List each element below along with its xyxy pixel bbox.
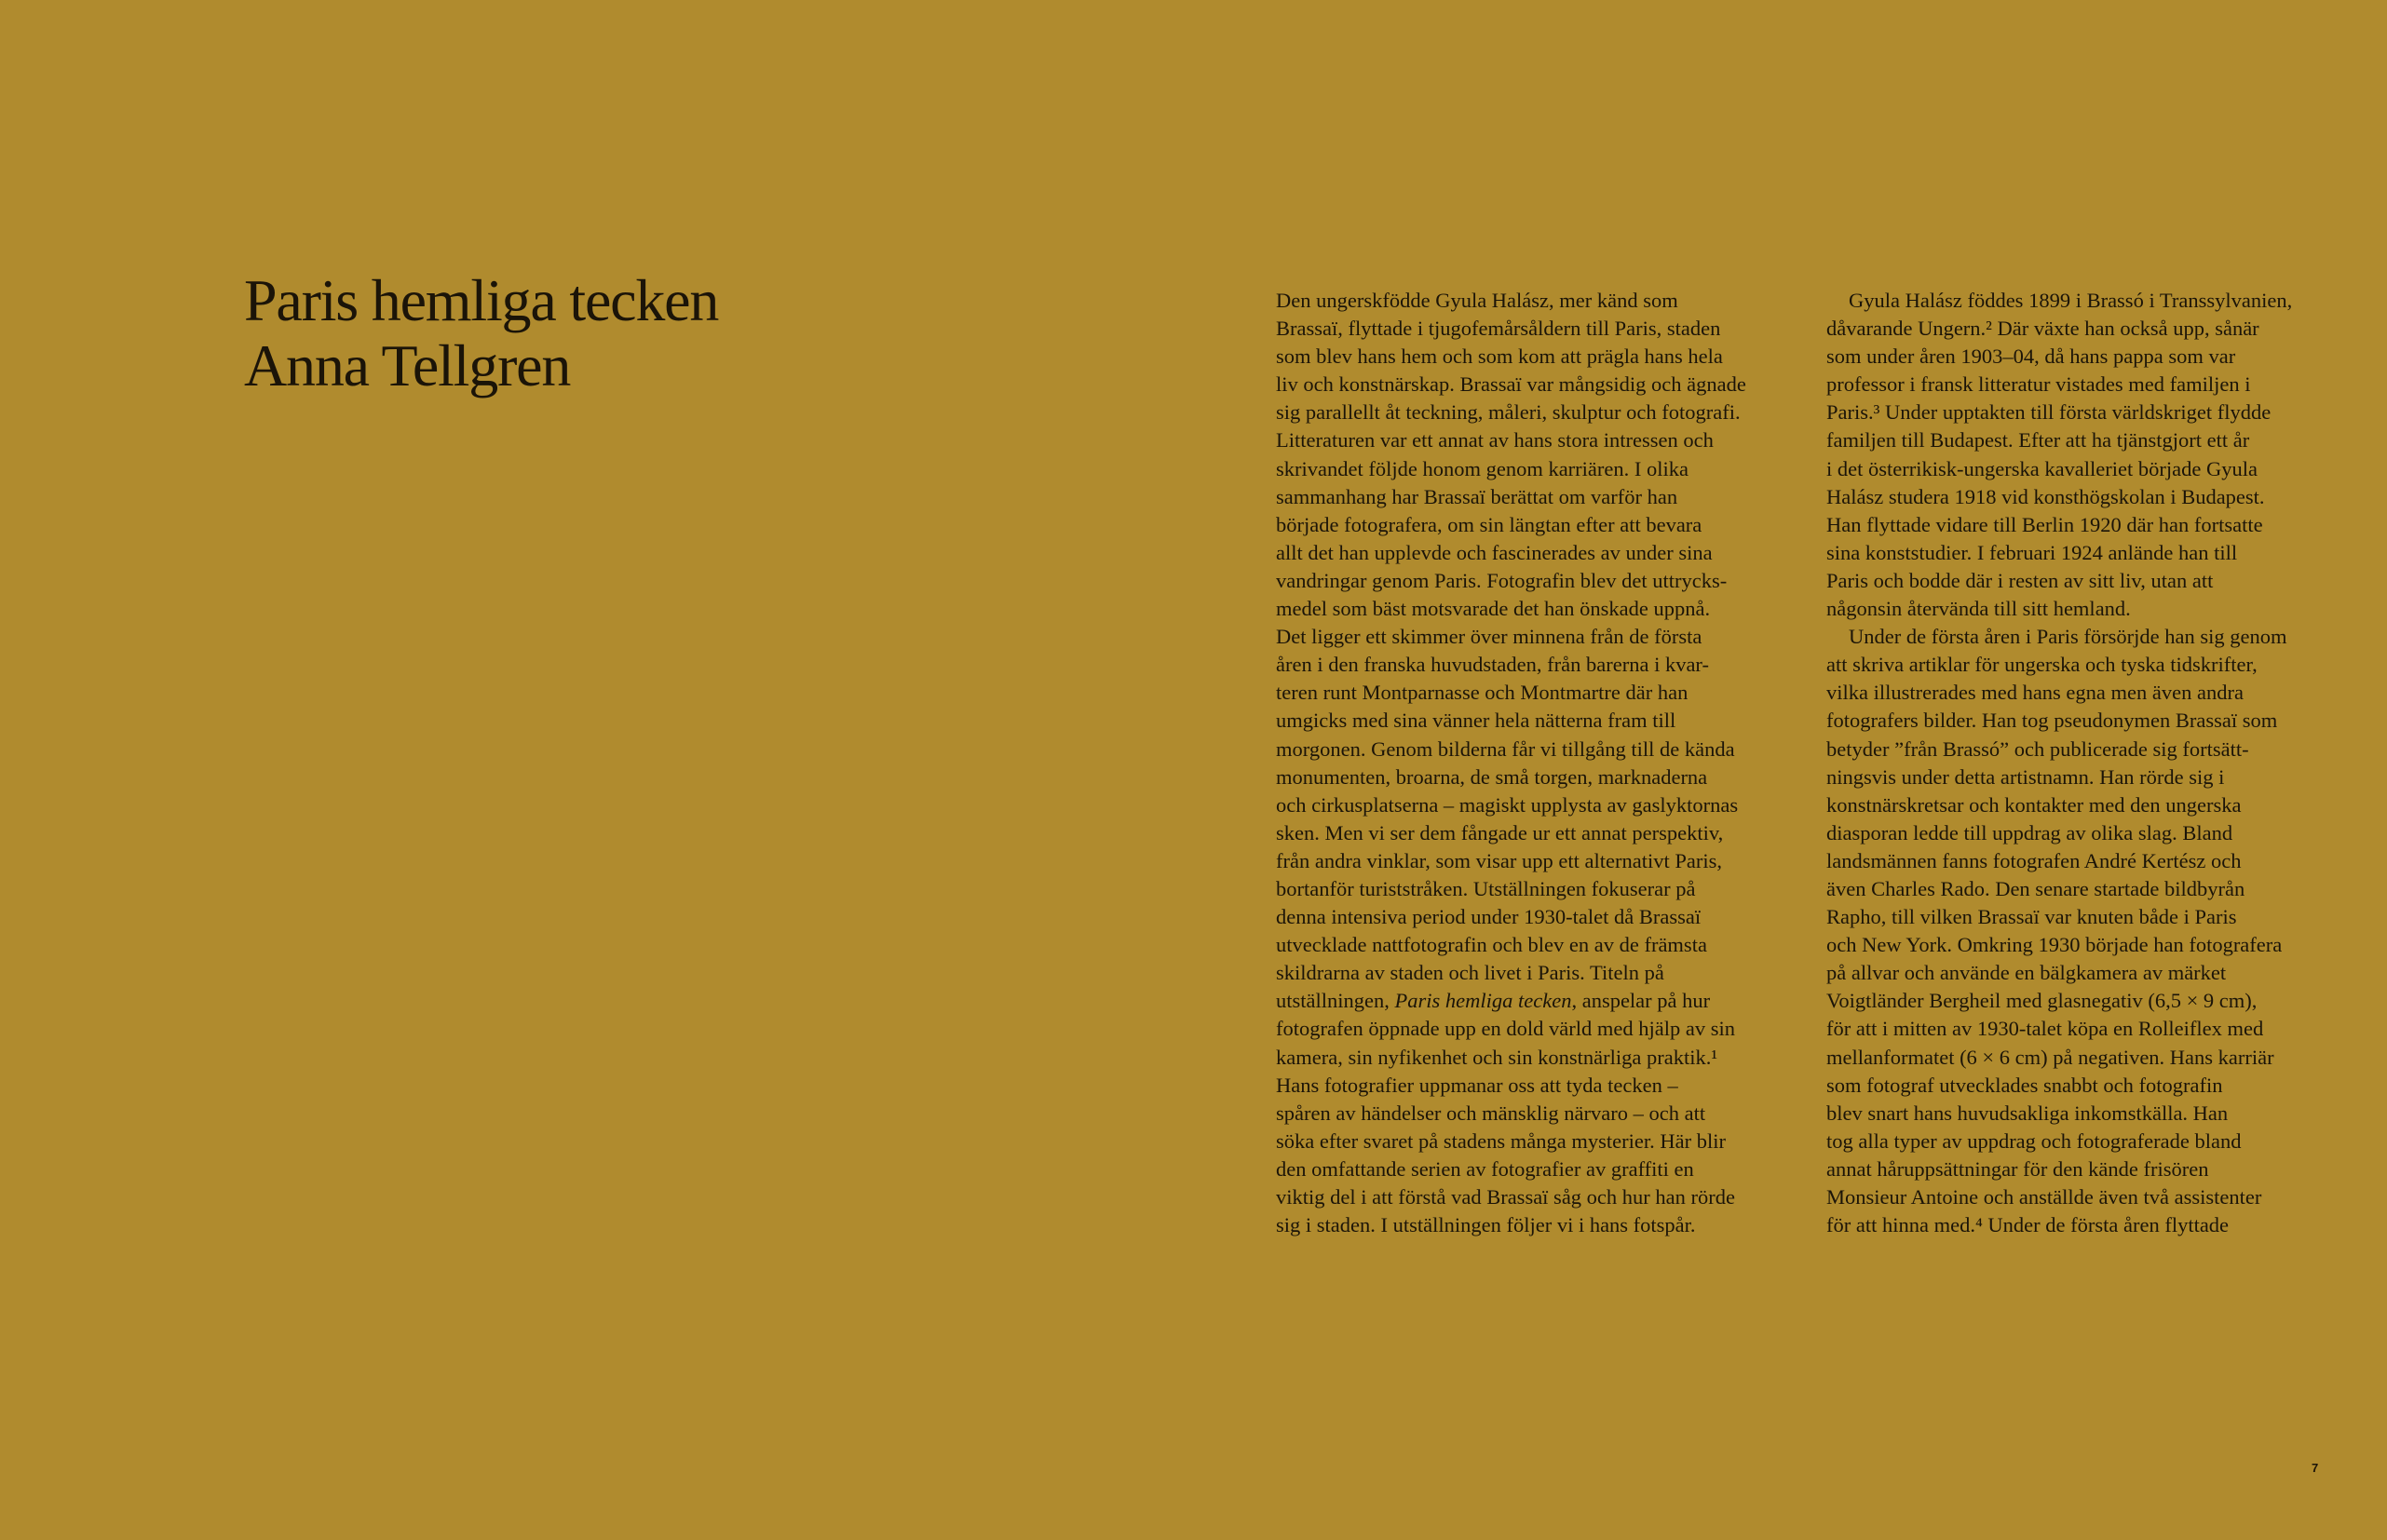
- text-line: landsmännen fanns fotografen André Kertész och: [1826, 848, 2242, 872]
- text-line: åren i den franska huvudstaden, från barerna i kvar-: [1276, 653, 1709, 677]
- text-line: Rapho, till vilken Brassaï var knuten både i Paris: [1826, 905, 2237, 929]
- text-line: Halász studera 1918 vid konsthögskolan i Budapest.: [1826, 484, 2265, 508]
- text-line: i det österrikisk-ungerska kavalleriet började Gyula: [1826, 456, 2258, 480]
- text-line: Brassaï, flyttade i tjugofemårsåldern till Paris, staden: [1276, 317, 1721, 341]
- text-line: för att hinna med.⁴ Under de första åren flyttade: [1826, 1213, 2230, 1237]
- text-line: från andra vinklar, som visar upp ett alternativt Paris,: [1276, 848, 1722, 872]
- text-line: viktig del i att förstå vad Brassaï såg och hur han rörde: [1276, 1185, 1735, 1209]
- text-line: och cirkusplatserna – magiskt upplysta av gaslyktornas: [1276, 792, 1739, 817]
- text-line: bortanför turiststråken. Utställningen fokuserar på: [1276, 876, 1696, 900]
- text-line: även Charles Rado. Den senare startade bildbyrån: [1826, 876, 2245, 900]
- author-name: Anna Tellgren: [244, 332, 571, 399]
- page-title: Paris hemliga tecken: [244, 267, 719, 333]
- exhibition-title-italic: Paris hemliga tecken: [1394, 989, 1572, 1013]
- text-line: annat håruppsättningar för den kände frisören: [1826, 1156, 2209, 1181]
- text-line: söka efter svaret på stadens många mysterier. Här blir: [1276, 1128, 1726, 1153]
- text-line: liv och konstnärskap. Brassaï var mångsidig och ägnade: [1276, 372, 1746, 397]
- text-column-right: [1826, 287, 2329, 1239]
- text-line: blev snart hans huvudsakliga inkomstkälla. Han: [1826, 1101, 2229, 1125]
- text-line: denna intensiva period under 1930-talet då Brassaï: [1276, 905, 1702, 929]
- text-line: någonsin återvända till sitt hemland.: [1826, 597, 2131, 621]
- text-line: som under åren 1903–04, då hans pappa som var: [1826, 344, 2236, 369]
- text-line: sig parallellt åt teckning, måleri, skulptur och fotografi.: [1276, 400, 1741, 425]
- text-line: och New York. Omkring 1930 började han fotografera: [1826, 933, 2283, 957]
- text-line: Paris.³ Under upptakten till första världskriget flydde: [1826, 400, 2272, 425]
- text-line: Under de första åren i Paris försörjde han sig genom: [1849, 625, 2287, 649]
- text-line: mellanformatet (6 × 6 cm) på negativen. Hans karriär: [1826, 1045, 2274, 1069]
- text-line: konstnärskretsar och kontakter med den ungerska: [1826, 792, 2242, 817]
- text-line: kamera, sin nyfikenhet och sin konstnärliga praktik.¹: [1276, 1045, 1718, 1069]
- text-line: spåren av händelser och mänsklig närvaro – och att: [1276, 1101, 1706, 1125]
- text-line: tog alla typer av uppdrag och fotograferade bland: [1826, 1128, 2242, 1153]
- text-line: Paris och bodde där i resten av sitt liv, utan att: [1826, 568, 2214, 592]
- text-line: som fotograf utvecklades snabbt och fotografin: [1826, 1073, 2223, 1097]
- text-line: dåvarande Ungern.² Där växte han också upp, sånär: [1826, 317, 2259, 341]
- text-line: ningsvis under detta artistnamn. Han rörde sig i: [1826, 764, 2225, 789]
- text-line: började fotografera, om sin längtan efter att bevara: [1276, 512, 1702, 536]
- text-line: skrivandet följde honom genom karriären. I olika: [1276, 456, 1689, 480]
- heading: [244, 268, 1082, 399]
- text-line: Han flyttade vidare till Berlin 1920 där han fortsatte: [1826, 512, 2263, 536]
- text-line: på allvar och använde en bälgkamera av märket: [1826, 961, 2227, 985]
- text-line: vandringar genom Paris. Fotografin blev det uttrycks-: [1276, 568, 1728, 592]
- text-line: skildrarna av staden och livet i Paris. Titeln på: [1276, 961, 1664, 985]
- text-line: för att i mitten av 1930-talet köpa en Rolleiflex med: [1826, 1017, 2264, 1041]
- text-line: utställningen, Paris hemliga tecken, anspelar på hur: [1276, 989, 1711, 1013]
- text-line: sig i staden. I utställningen följer vi i hans fotspår.: [1276, 1213, 1696, 1237]
- page-number: 7: [2312, 1461, 2319, 1475]
- text-line: som blev hans hem och som kom att prägla hans hela: [1276, 344, 1723, 369]
- text-line: fotografen öppnade upp en dold värld med hjälp av sin: [1276, 1017, 1735, 1041]
- text-line: utvecklade nattfotografin och blev en av de främsta: [1276, 933, 1707, 957]
- text-line: sina konststudier. I februari 1924 anlände han till: [1826, 540, 2238, 564]
- text-line: fotografers bilder. Han tog pseudonymen Brassaï som: [1826, 709, 2278, 733]
- text-line: teren runt Montparnasse och Montmartre där han: [1276, 681, 1689, 705]
- text-line: Monsieur Antoine och anställde även två assistenter: [1826, 1185, 2262, 1209]
- text-line: Hans fotografier uppmanar oss att tyda tecken –: [1276, 1073, 1678, 1097]
- text-line: den omfattande serien av fotografier av graffiti en: [1276, 1156, 1694, 1181]
- text-line: vilka illustrerades med hans egna men även andra: [1826, 681, 2244, 705]
- text-line: diasporan ledde till uppdrag av olika slag. Bland: [1826, 820, 2233, 844]
- text-line: Litteraturen var ett annat av hans stora intressen och: [1276, 428, 1714, 453]
- text-line: Voigtländer Bergheil med glasnegativ (6,5 × 9 cm),: [1826, 989, 2258, 1013]
- text-line: monumenten, broarna, de små torgen, marknaderna: [1276, 764, 1708, 789]
- text-line: allt det han upplevde och fascinerades av under sina: [1276, 540, 1713, 564]
- text-line: sammanhang har Brassaï berättat om varför han: [1276, 484, 1678, 508]
- text-line: sken. Men vi ser dem fångade ur ett annat perspektiv,: [1276, 820, 1724, 844]
- text-column-left: [1276, 287, 1779, 1239]
- text-line: familjen till Budapest. Efter att ha tjänstgjort ett år: [1826, 428, 2250, 453]
- text-line: att skriva artiklar för ungerska och tyska tidskrifter,: [1826, 653, 2258, 677]
- text-line: betyder ”från Brassó” och publicerade sig fortsätt-: [1826, 736, 2249, 761]
- text-line: umgicks med sina vänner hela nätterna fram till: [1276, 709, 1676, 733]
- text-line: Det ligger ett skimmer över minnena från de första: [1276, 625, 1702, 649]
- text-line: morgonen. Genom bilderna får vi tillgång till de kända: [1276, 736, 1735, 761]
- text-line: medel som bäst motsvarade det han önskade uppnå.: [1276, 597, 1711, 621]
- text-line: Gyula Halász föddes 1899 i Brassó i Transsylvanien,: [1849, 289, 2293, 312]
- text-line: Den ungerskfödde Gyula Halász, mer känd som: [1276, 289, 1678, 312]
- text-line: professor i fransk litteratur vistades med familjen i: [1826, 372, 2251, 397]
